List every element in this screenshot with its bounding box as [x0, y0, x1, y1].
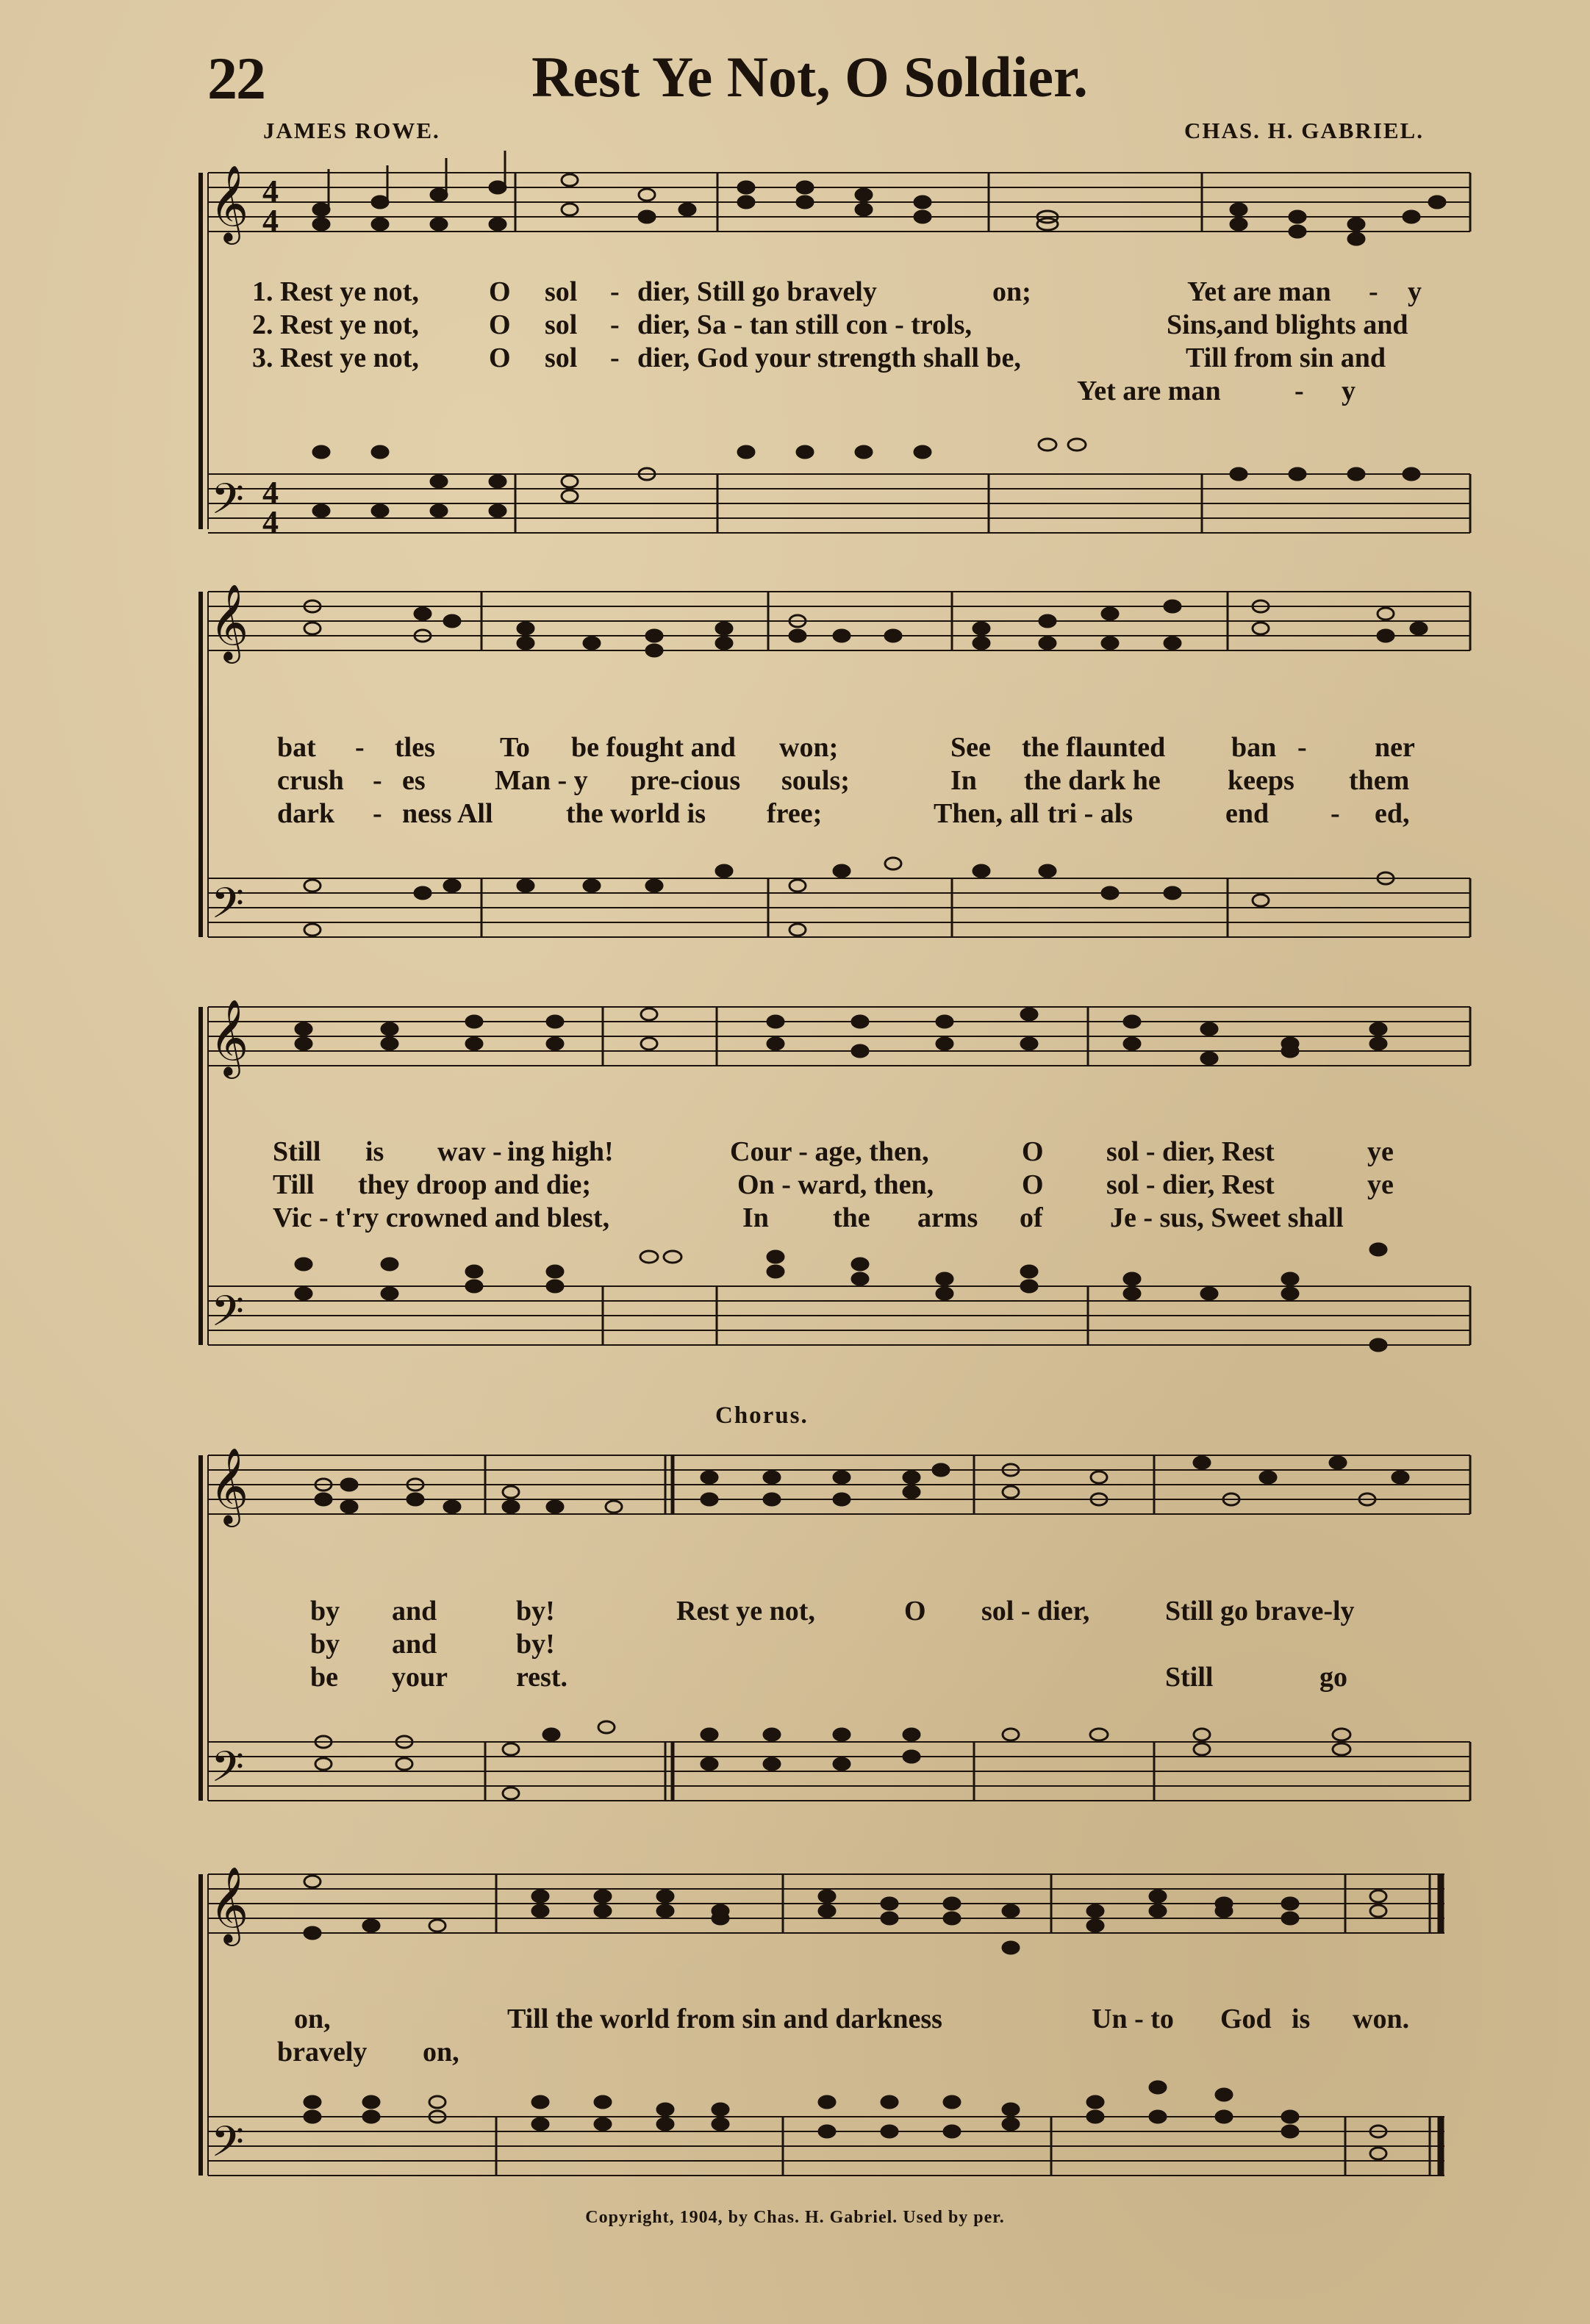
svg-text:𝄞: 𝄞	[210, 165, 249, 242]
copyright-notice: Copyright, 1904, by Chas. H. Gabriel. Used by per.	[585, 2208, 1005, 2227]
lyric-line-alto-echo: Yet are man - y	[1077, 376, 1356, 406]
lyric-line-verse-2: crush - es Man - y pre-cious souls; In the dark he keeps them	[277, 765, 1410, 796]
svg-text:𝄢: 𝄢	[211, 474, 245, 534]
lyric-line-verse-2: Till they droop and die; On - ward, then, O sol - dier, Rest ye	[273, 1169, 1394, 1200]
svg-text:𝄢: 𝄢	[211, 1742, 245, 1802]
svg-text:4: 4	[262, 173, 279, 209]
hymn-title: Rest Ye Not, O Soldier.	[531, 45, 1088, 109]
svg-text:𝄞: 𝄞	[210, 1866, 249, 1943]
music-system-3	[195, 1000, 1472, 1382]
lyric-line-verse-2: 2. Rest ye not, O sol - dier, Sa - tan still con - trols, Sins,and blights and	[252, 309, 1408, 340]
svg-text:𝄢: 𝄢	[211, 878, 245, 939]
music-system-1	[195, 165, 1472, 548]
lyricist-credit: JAMES ROWE.	[263, 118, 440, 143]
lyric-line-verse-1: Still is wav - ing high! Cour - age, then, O sol - dier, Rest ye	[273, 1136, 1394, 1167]
svg-text:𝄢: 𝄢	[211, 1286, 245, 1346]
lyric-line-verse-2: by and by!	[310, 1629, 555, 1660]
hymn-number: 22	[207, 45, 265, 112]
chorus-label: Chorus.	[715, 1402, 809, 1429]
music-system-4	[195, 1448, 1472, 1830]
lyric-line-verse-3: 3. Rest ye not, O sol - dier, God your strength shall be, Till from sin and	[252, 342, 1386, 373]
svg-text:𝄞: 𝄞	[210, 1447, 249, 1524]
svg-text:𝄢: 𝄢	[211, 2117, 245, 2177]
lyric-line-verse-1: on, Till the world from sin and darkness Un - to God is won.	[294, 2004, 1410, 2034]
svg-text:4: 4	[262, 475, 279, 511]
lyric-line-verse-1: 1. Rest ye not, O sol - dier, Still go bravely on; Yet are man - y	[252, 276, 1422, 307]
lyric-line-verse-2: bravely on,	[277, 2037, 459, 2067]
music-system-2	[195, 584, 1472, 952]
svg-text:4: 4	[262, 504, 279, 540]
svg-text:𝄞: 𝄞	[210, 584, 249, 661]
lyric-line-verse-1: by and by! Rest ye not, O sol - dier, Still go brave-ly	[310, 1596, 1355, 1627]
lyric-line-verse-1: bat - tles To be fought and won; See the flaunted ban - ner	[277, 732, 1415, 763]
music-system-5	[195, 1867, 1472, 2205]
lyric-line-verse-3: dark - ness All the world is free; Then, all tri - als end - ed,	[277, 798, 1410, 829]
lyric-line-verse-3: Vic - t'ry crowned and blest, In the arms of Je - sus, Sweet shall	[273, 1202, 1344, 1233]
lyric-line-verse-3: be your rest. Still go	[310, 1662, 1347, 1693]
svg-text:4: 4	[262, 203, 279, 239]
svg-text:𝄞: 𝄞	[210, 999, 249, 1076]
composer-credit: CHAS. H. GABRIEL.	[1184, 118, 1424, 143]
